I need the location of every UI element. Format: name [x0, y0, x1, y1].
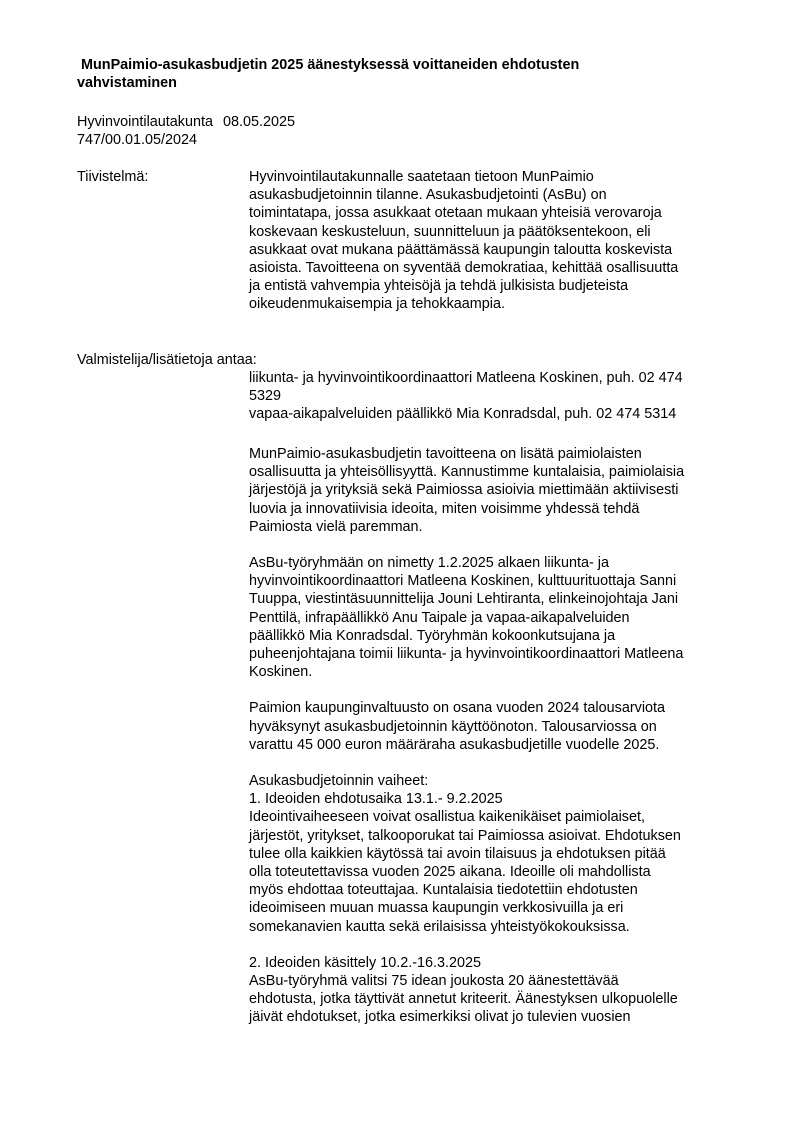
committee-name: Hyvinvointilautakunta	[77, 114, 213, 130]
body-line: Asukasbudjetoinnin vaiheet:	[249, 773, 429, 790]
body-paragraph	[249, 772, 739, 936]
preparer-line: 5329	[249, 388, 282, 405]
body-line: järjestöjä ja yrityksiä sekä Paimiossa asioivia miettimään aktiivisesti	[249, 482, 679, 499]
preparer-line: vapaa-aikapalveluiden päällikkö Mia Konradsdal, puh. 02 474 5314	[249, 406, 677, 423]
summary-line: asukkaat ovat mukana päättämässä kaupungin taloutta koskevista	[249, 241, 673, 258]
body-line: Ideointivaiheeseen voivat osallistua kaikenikäiset paimiolaiset,	[249, 809, 645, 826]
body-paragraph	[249, 954, 739, 1027]
body-line: osallisuutta ja yhteisöllisyyttä. Kannustimme kuntalaisia, paimiolaisia	[249, 464, 685, 481]
body-line: MunPaimio-asukasbudjetin tavoitteena on lisätä paimiolaisten	[249, 446, 642, 462]
summary-line: oikeudenmukaisempia ja tehokkaampia.	[249, 296, 505, 313]
summary-line: Hyvinvointilautakunnalle saatetaan tietoon MunPaimio	[249, 169, 594, 185]
body-paragraph	[249, 445, 739, 536]
body-paragraph	[249, 554, 739, 681]
body-line: hyvinvointikoordinaattori Matleena Koskinen, kulttuurituottaja Sanni	[249, 573, 677, 590]
title-line-2: vahvistaminen	[77, 75, 177, 91]
body-line: Koskinen.	[249, 664, 313, 681]
body-line: somekanavien kautta sekä erilaisissa yhteistyökokouksissa.	[249, 918, 630, 935]
summary-line: toimintatapa, jossa asukkaat otetaan mukaan yhteisiä verovaroja	[249, 205, 662, 222]
document-title	[77, 56, 717, 92]
body-line: ideoimiseen muuan muassa kaupungin verkkosivuilla ja eri	[249, 900, 624, 917]
body-line: tulee olla kaikkien käytössä tai avoin tilaisuus ja ehdotuksen pitää	[249, 845, 666, 862]
body-line: luovia ja innovatiivisia ideoita, miten voisimme yhdessä tehdä	[249, 500, 640, 517]
body-line: myös ehdottaa toteuttajaa. Kuntalaisia tiedotettiin ehdotusten	[249, 882, 638, 899]
record-number: 747/00.01.05/2024	[77, 132, 198, 148]
summary-label: Tiivistelmä:	[77, 169, 149, 185]
summary-line: asukasbudjetoinnin tilanne. Asukasbudjetointi (AsBu) on	[249, 187, 607, 204]
preparer-line: liikunta- ja hyvinvointikoordinaattori Matleena Koskinen, puh. 02 474	[249, 370, 683, 386]
body-line: ehdotusta, jotka täyttivät annetut kriteerit. Äänestyksen ulkopuolelle	[249, 991, 678, 1008]
body-line: Paimiosta vielä paremman.	[249, 518, 423, 535]
body-line: Paimion kaupunginvaltuusto on osana vuoden 2024 talousarviota	[249, 700, 666, 717]
summary-line: asioista. Tavoitteena on syventää demokratiaa, kehittää osallisuutta	[249, 260, 679, 277]
body-line: 2. Ideoiden käsittely 10.2.-16.3.2025	[249, 954, 482, 971]
body-line: päällikkö Mia Konradsdal. Työryhmän kokoonkutsujana ja	[249, 627, 616, 644]
summary-line: ja entistä vahvempia yhteisöjä ja tehdä julkisista budjeteista	[249, 278, 629, 295]
body-line: AsBu-työryhmä valitsi 75 idean joukosta 20 äänestettävää	[249, 973, 619, 990]
preparer-info	[249, 369, 739, 424]
body-line: jäivät ehdotukset, jotka esimerkiksi olivat jo tulevien vuosien	[249, 1009, 631, 1026]
body-line: puheenjohtajana toimii liikunta- ja hyvinvointikoordinaattori Matleena	[249, 646, 684, 663]
body-line: Tuuppa, viestintäsuunnittelija Jouni Lehtiranta, elinkeinojohtaja Jani	[249, 591, 679, 608]
preparer-label: Valmistelija/lisätietoja antaa:	[77, 352, 257, 368]
body-line: 1. Ideoiden ehdotusaika 13.1.- 9.2.2025	[249, 791, 503, 808]
body-text	[249, 445, 739, 1045]
body-line: AsBu-työryhmään on nimetty 1.2.2025 alkaen liikunta- ja	[249, 555, 609, 572]
document-meta	[77, 113, 295, 149]
body-line: järjestöt, yritykset, talkooporukat tai Paimiossa asioivat. Ehdotuksen	[249, 827, 681, 844]
body-line: varattu 45 000 euron määräraha asukasbudjetille vuodelle 2025.	[249, 736, 660, 753]
meeting-date: 08.05.2025	[223, 114, 296, 130]
body-line: olla toteutettavissa vuoden 2025 aikana. Ideoille oli mahdollista	[249, 864, 651, 881]
summary-text	[249, 168, 739, 314]
summary-line: koskevaan keskusteluun, suunnitteluun ja päätöksentekoon, eli	[249, 223, 651, 240]
body-paragraph	[249, 699, 739, 754]
body-line: Penttilä, infrapäällikkö Anu Taipale ja vapaa-aikapalveluiden	[249, 609, 630, 626]
body-line: hyväksynyt asukasbudjetoinnin käyttöönoton. Talousarviossa on	[249, 718, 657, 735]
title-line-1: MunPaimio-asukasbudjetin 2025 äänestyksessä voittaneiden ehdotusten	[81, 57, 580, 73]
